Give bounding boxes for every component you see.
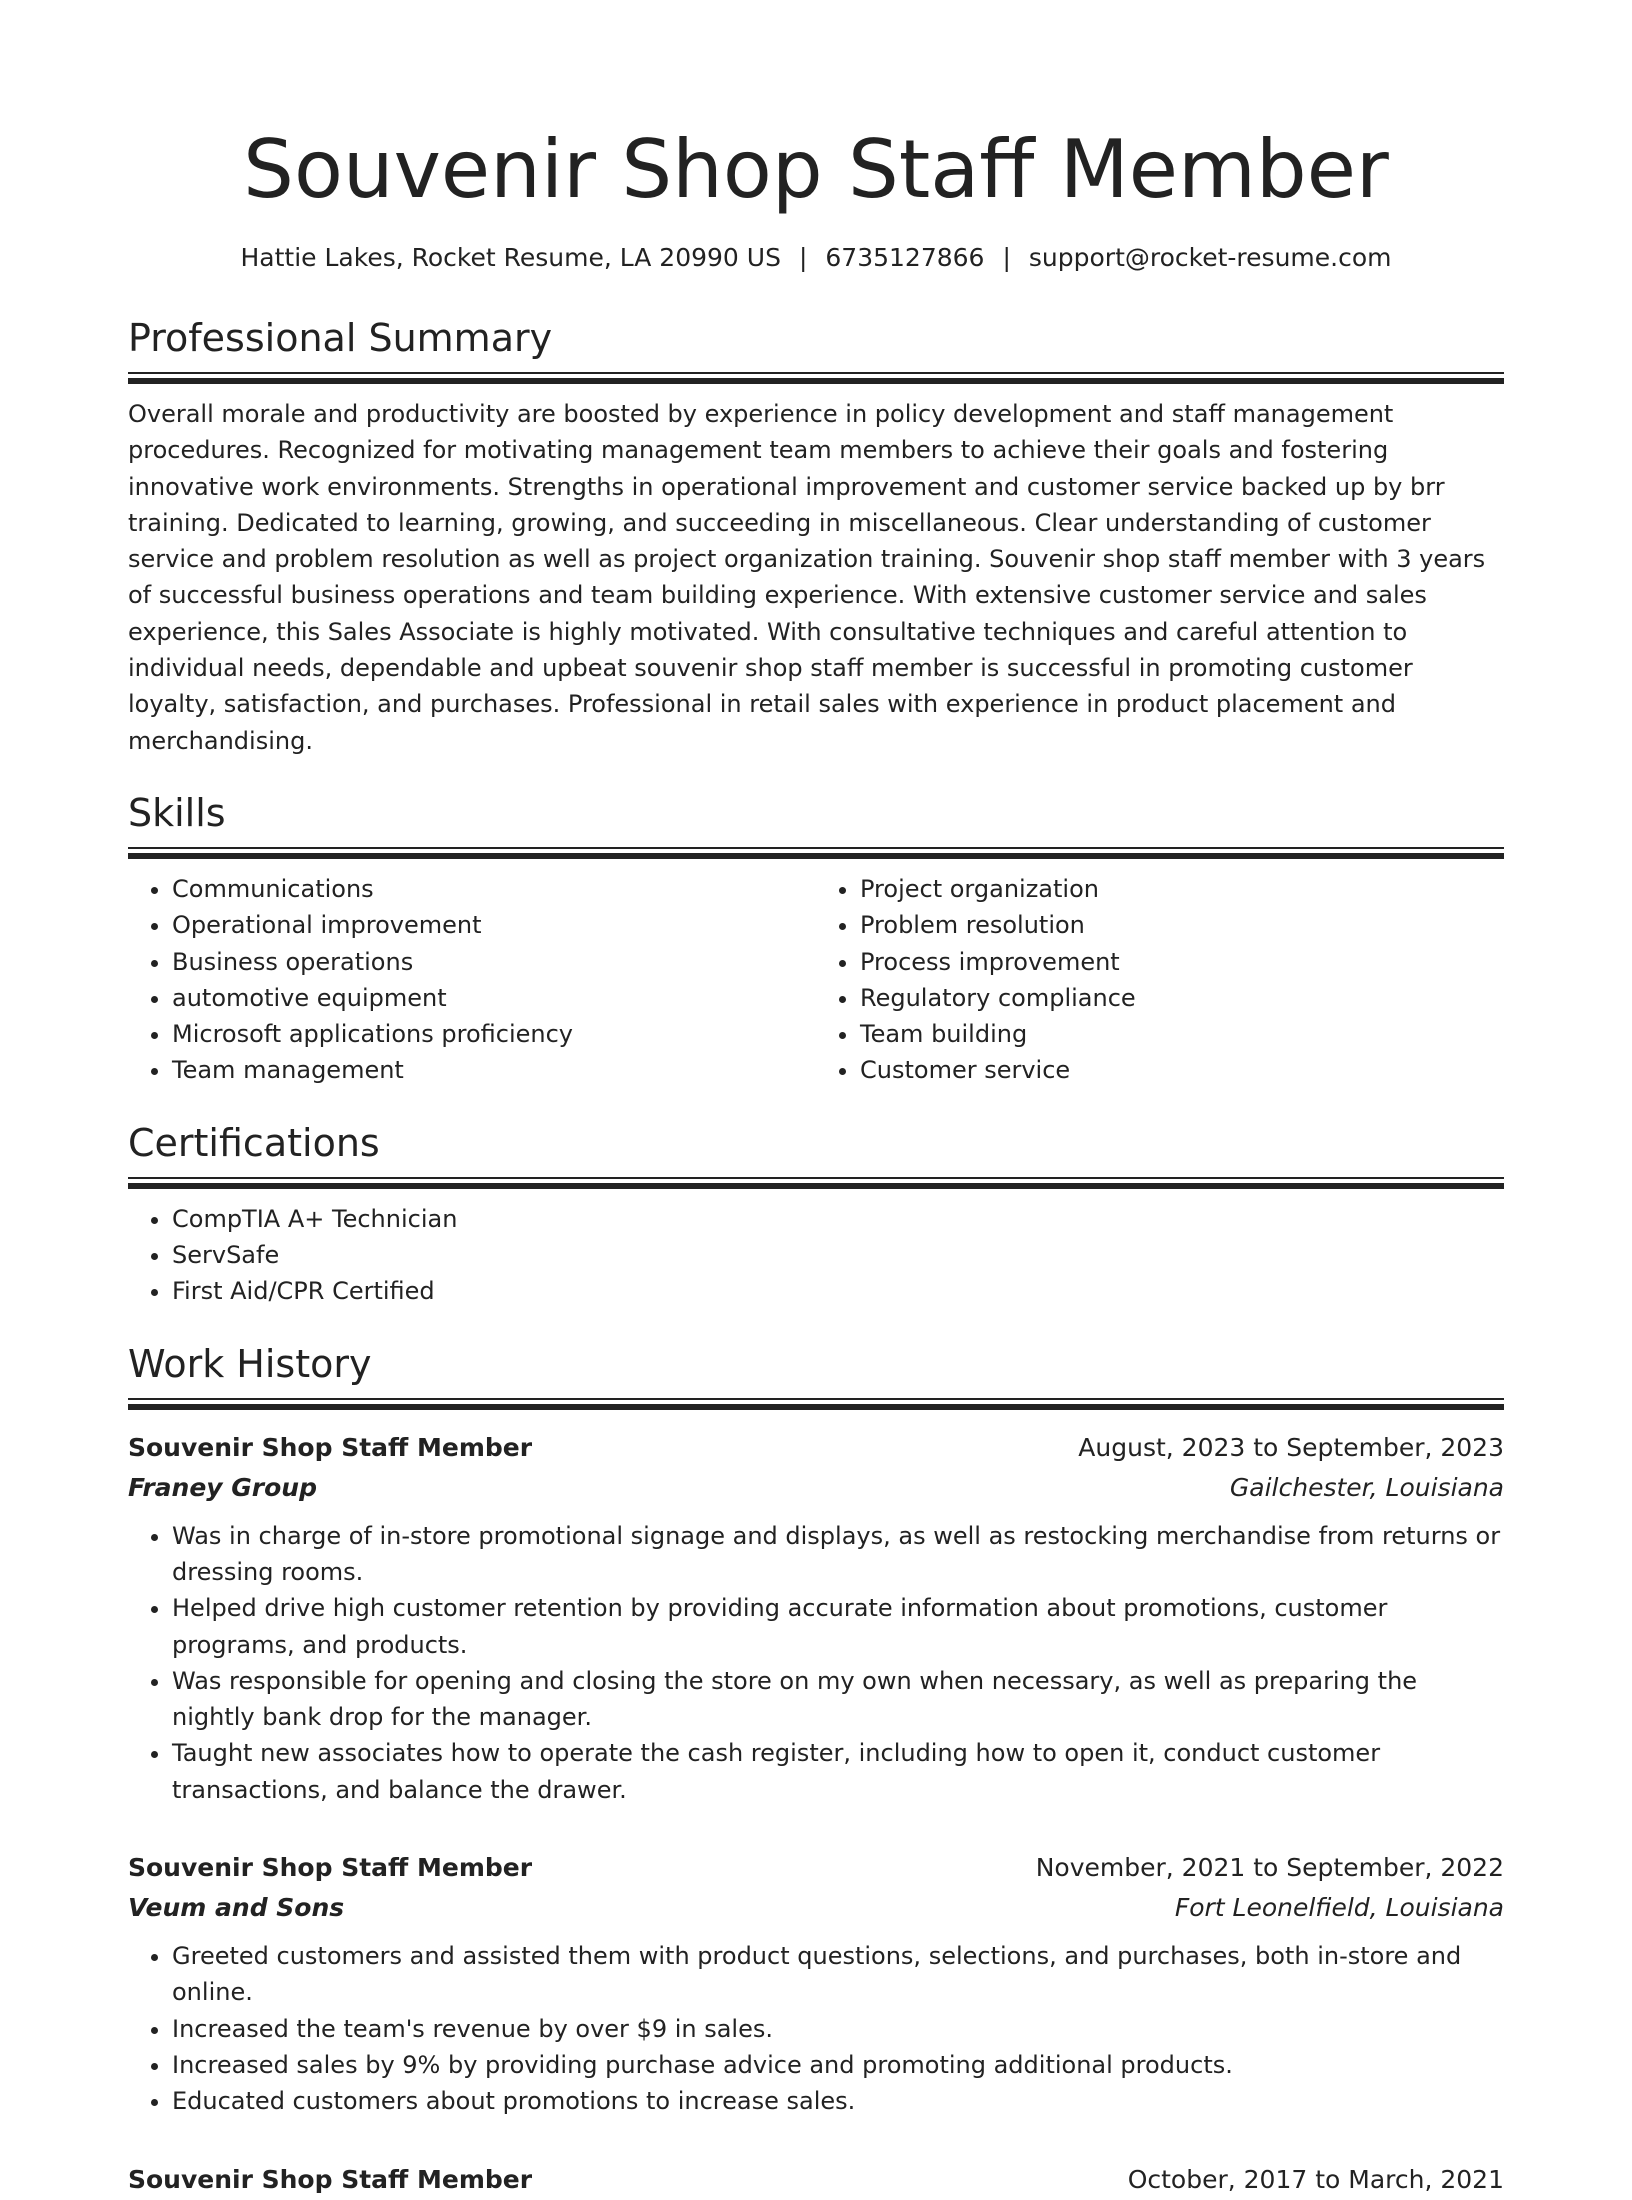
list-item: • ServSafe [172, 1237, 1504, 1273]
section-divider [128, 1177, 1504, 1189]
list-item: • Increased the team's revenue by over $9 in sales. [172, 2011, 1504, 2047]
skills-section [128, 789, 1504, 1089]
job-subheader [128, 1888, 1504, 1928]
list-item: • Team management [172, 1052, 816, 1088]
list-item: • Communications [172, 871, 816, 907]
section-divider [128, 372, 1504, 384]
list-item: • Greeted customers and assisted them with product questions, selections, and purchases, both in-store and online. [172, 1938, 1504, 2011]
list-item: • Increased sales by 9% by providing purchase advice and promoting additional products. [172, 2047, 1504, 2083]
skills-list-left [128, 871, 816, 1089]
section-title-certifications: Certifications [128, 1120, 380, 1165]
job-dates: August, 2023 to September, 2023 [1078, 1432, 1504, 1462]
section-title-work-history: Work History [128, 1341, 372, 1386]
job-location: Fort Leonelfield, Louisiana [1174, 1893, 1504, 1923]
list-item: • Problem resolution [860, 907, 1504, 943]
section-divider [128, 847, 1504, 859]
summary-section [128, 314, 1504, 759]
certifications-section [128, 1119, 1504, 1310]
section-title-summary: Professional Summary [128, 316, 553, 360]
list-item: • Educated customers about promotions to increase sales. [172, 2083, 1504, 2119]
contact-line [128, 242, 1504, 274]
job-entry [128, 1848, 1504, 2119]
jobs-list [128, 1428, 1504, 2200]
page-title: Souvenir Shop Staff Member [243, 123, 1389, 216]
list-item: • Project organization [860, 871, 1504, 907]
job-dates: November, 2021 to September, 2022 [1035, 1853, 1504, 1883]
job-company: Franey Group [128, 1472, 318, 1502]
list-item: • automotive equipment [172, 980, 816, 1016]
job-bullets [128, 1938, 1504, 2119]
job-company: Veum and Sons [128, 1893, 345, 1923]
email-link[interactable]: support@rocket-resume.com [1028, 243, 1392, 272]
job-bullets [128, 1518, 1504, 1808]
summary-text: Overall morale and productivity are boosted by experience in policy development and staff management procedures. Recognized for motivating management team members to achieve their goals and fostering innovative work environments. Strengths in operational improvement and customer service backed up by brr training. Dedicated to learning, growing, and succeeding in miscellaneous. Clear understanding of customer service and problem resolution as well as project organization training. Souvenir shop staff member with 3 years of successful business operations and team building experience. With extensive customer service and sales experience, this Sales Associate is highly motivated. With consultative techniques and careful attention to individual needs, dependable and upbeat souvenir shop staff member is successful in promoting customer loyalty, satisfaction, and purchases. Professional in retail sales with experience in product placement and merchandising. [128, 400, 1486, 755]
address: Hattie Lakes, Rocket Resume, LA 20990 US [240, 243, 781, 272]
skills-grid [128, 859, 1504, 1089]
list-item: • Business operations [172, 944, 816, 980]
job-dates: October, 2017 to March, 2021 [1127, 2164, 1504, 2194]
job-title: Souvenir Shop Staff Member [128, 1853, 533, 1883]
list-item: • Team building [860, 1016, 1504, 1052]
work-history-section [128, 1340, 1504, 2200]
job-entry [128, 1428, 1504, 1808]
section-divider [128, 1398, 1504, 1410]
job-entry [128, 2160, 1504, 2200]
list-item: • Process improvement [860, 944, 1504, 980]
list-item: • Was responsible for opening and closing the store on my own when necessary, as well as preparing the nightly bank drop for the manager. [172, 1663, 1504, 1736]
section-title-skills: Skills [128, 790, 226, 835]
list-item: • First Aid/CPR Certified [172, 1273, 1504, 1309]
list-item: • Was in charge of in-store promotional signage and displays, as well as restocking merchandise from returns or dressing rooms. [172, 1518, 1504, 1591]
separator: | [798, 243, 808, 272]
list-item: • Regulatory compliance [860, 980, 1504, 1016]
phone: 6735127866 [825, 243, 985, 272]
job-title: Souvenir Shop Staff Member [128, 2164, 533, 2194]
list-item: • CompTIA A+ Technician [172, 1201, 1504, 1237]
job-header [128, 1428, 1504, 1468]
list-item: • Helped drive high customer retention by providing accurate information about promotions, customer programs, and products. [172, 1590, 1504, 1663]
job-header [128, 2160, 1504, 2200]
job-title: Souvenir Shop Staff Member [128, 1432, 533, 1462]
separator: | [1002, 243, 1011, 272]
certifications-list [128, 1201, 1504, 1310]
job-subheader [128, 1468, 1504, 1508]
skills-list-right [816, 871, 1504, 1089]
list-item: • Operational improvement [172, 907, 816, 943]
job-header [128, 1848, 1504, 1888]
list-item: • Microsoft applications proficiency [172, 1016, 816, 1052]
job-location: Gailchester, Louisiana [1229, 1472, 1504, 1502]
list-item: • Customer service [860, 1052, 1504, 1088]
list-item: • Taught new associates how to operate the cash register, including how to open it, conduct customer transactions, and balance the drawer. [172, 1735, 1504, 1808]
